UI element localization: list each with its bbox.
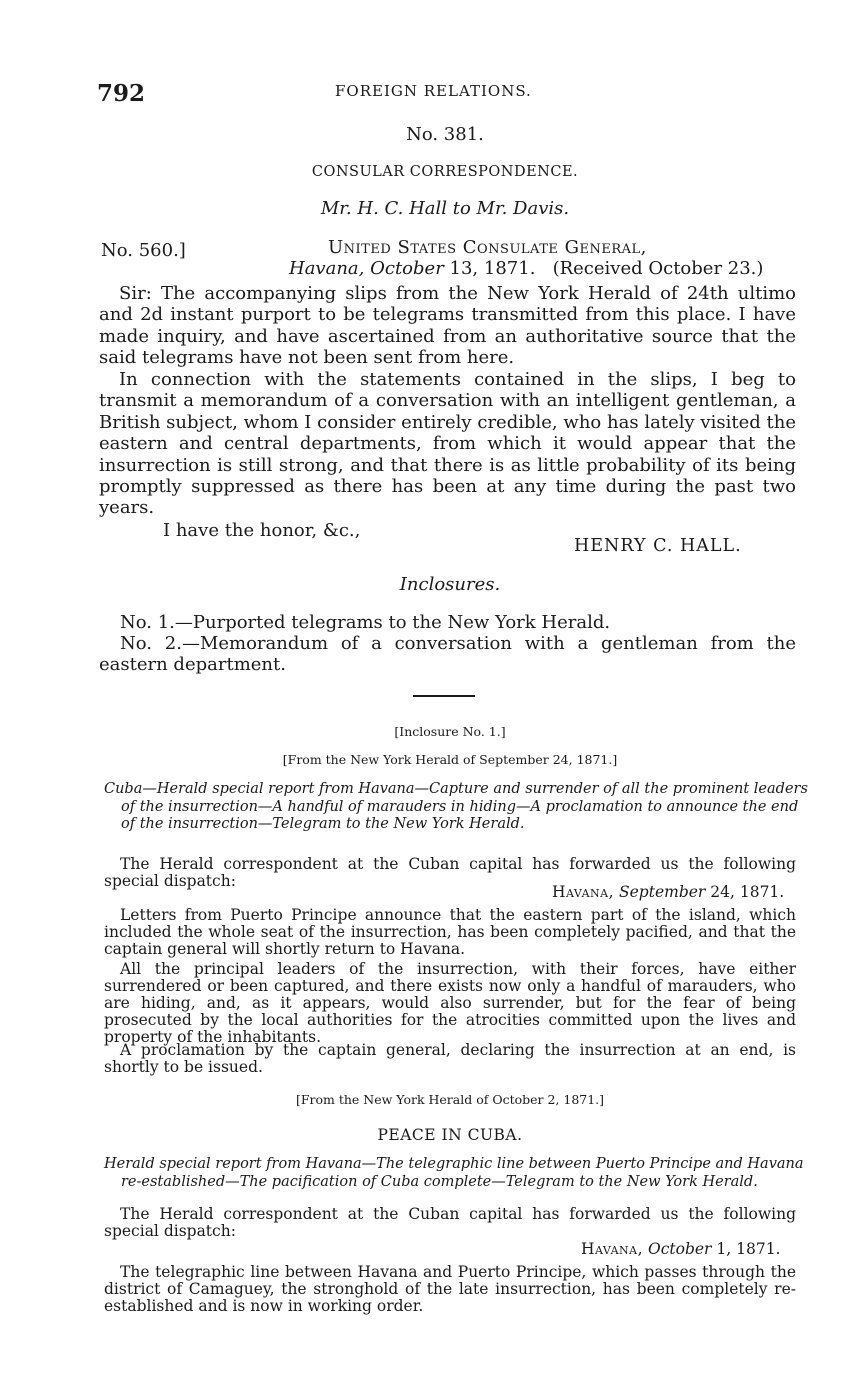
dateline-month: October xyxy=(648,1240,712,1258)
inclosure-list-item: No. 2.—Memorandum of a conversation with a gentleman from the eastern department. xyxy=(99,633,796,676)
date-rest: 13, 1871. (Received October 23.) xyxy=(449,258,764,279)
report-paragraph: The telegraphic line between Havana and Puerto Principe, which passes through the district of Camaguey, the stronghold of the late insurrection, has been completely re-established and is now in working order. xyxy=(104,1263,796,1315)
dispatch-number: No. 560.] xyxy=(101,240,186,261)
place-date-line xyxy=(289,258,763,279)
intro-paragraph: The Herald correspondent at the Cuban capital has forwarded us the following special dispatch: xyxy=(104,1205,796,1240)
inclosures-heading: Inclosures. xyxy=(399,574,501,595)
month: October xyxy=(370,258,444,279)
inclosure-list-item: No. 1.—Purported telegrams to the New York Herald. xyxy=(120,612,611,633)
report-paragraph: Letters from Puerto Principe announce that the eastern part of the island, which included the whole seat of the insurrection, has been completely pacified, and that the captain general will shortly return to Havana. xyxy=(104,906,796,958)
consulate-heading: United States Consulate General, xyxy=(328,237,647,258)
source-note: [From the New York Herald of October 2, 1871.] xyxy=(295,1092,605,1107)
dateline xyxy=(552,883,784,901)
dateline-day: 1, 1871. xyxy=(716,1240,781,1258)
dateline-day: 24, 1871. xyxy=(710,883,785,901)
dateline-month: September xyxy=(619,883,706,901)
letter-paragraph: Sir: The accompanying slips from the New York Herald of 24th ultimo and 2d instant purport to be telegrams transmitted from this place. I have made inquiry, and have ascertained from an authoritative source that the said telegrams have not been sent from here. xyxy=(99,283,796,369)
report-paragraph: All the principal leaders of the insurrection, with their forces, have either surrendered or been captured, and there exists now only a handful of marauders, who are hiding, and, as it appears, would also surrender, but for the fear of being prosecuted by the local authorities for the atrocities committed upon the lives and property of the inhabitants. xyxy=(104,960,796,1046)
signature: HENRY C. HALL. xyxy=(574,536,742,556)
dateline-place: Havana, xyxy=(581,1240,644,1258)
running-head: FOREIGN RELATIONS. xyxy=(335,82,532,100)
letter-title: Mr. H. C. Hall to Mr. Davis. xyxy=(320,198,570,219)
letter-paragraph: In connection with the statements contained in the slips, I beg to transmit a memorandum of a conversation with an intelligent gentleman, a British subject, whom I consider entirely credible, who has lately visited the eastern and central departments, from which it would appear that the insurrection is still strong, and that there is as little probability of its being promptly suppressed as there has been at any time during the past two years. xyxy=(99,369,796,519)
page-number: 792 xyxy=(97,80,146,107)
section-title: CONSULAR CORRESPONDENCE. xyxy=(311,164,579,180)
dateline-place: Havana, xyxy=(552,883,615,901)
intro-paragraph: The Herald correspondent at the Cuban capital has forwarded us the following special dispatch: xyxy=(104,855,796,890)
source-note: [From the New York Herald of September 24, 1871.] xyxy=(282,752,618,767)
dateline xyxy=(581,1240,780,1258)
report-title: PEACE IN CUBA. xyxy=(377,1126,523,1144)
report-paragraph: A proclamation by the captain general, declaring the insurrection at an end, is shortly to be issued. xyxy=(104,1041,796,1076)
report-headline: Herald special report from Havana—The telegraphic line between Puerto Principe and Havana re-established—The pacification of Cuba complete—Telegram to the New York Herald. xyxy=(104,1156,804,1190)
inclosure-label: [Inclosure No. 1.] xyxy=(394,724,506,739)
report-headline: Cuba—Herald special report from Havana—Capture and surrender of all the prominent leaders of the insurrection—A handful of marauders in hiding—A proclamation to announce the end of the insurrection—Telegram to the New York Herald. xyxy=(104,781,808,832)
place: Havana, xyxy=(289,258,365,279)
closing: I have the honor, &c., xyxy=(163,520,361,541)
document-number: No. 381. xyxy=(406,124,484,145)
section-divider xyxy=(413,695,475,697)
